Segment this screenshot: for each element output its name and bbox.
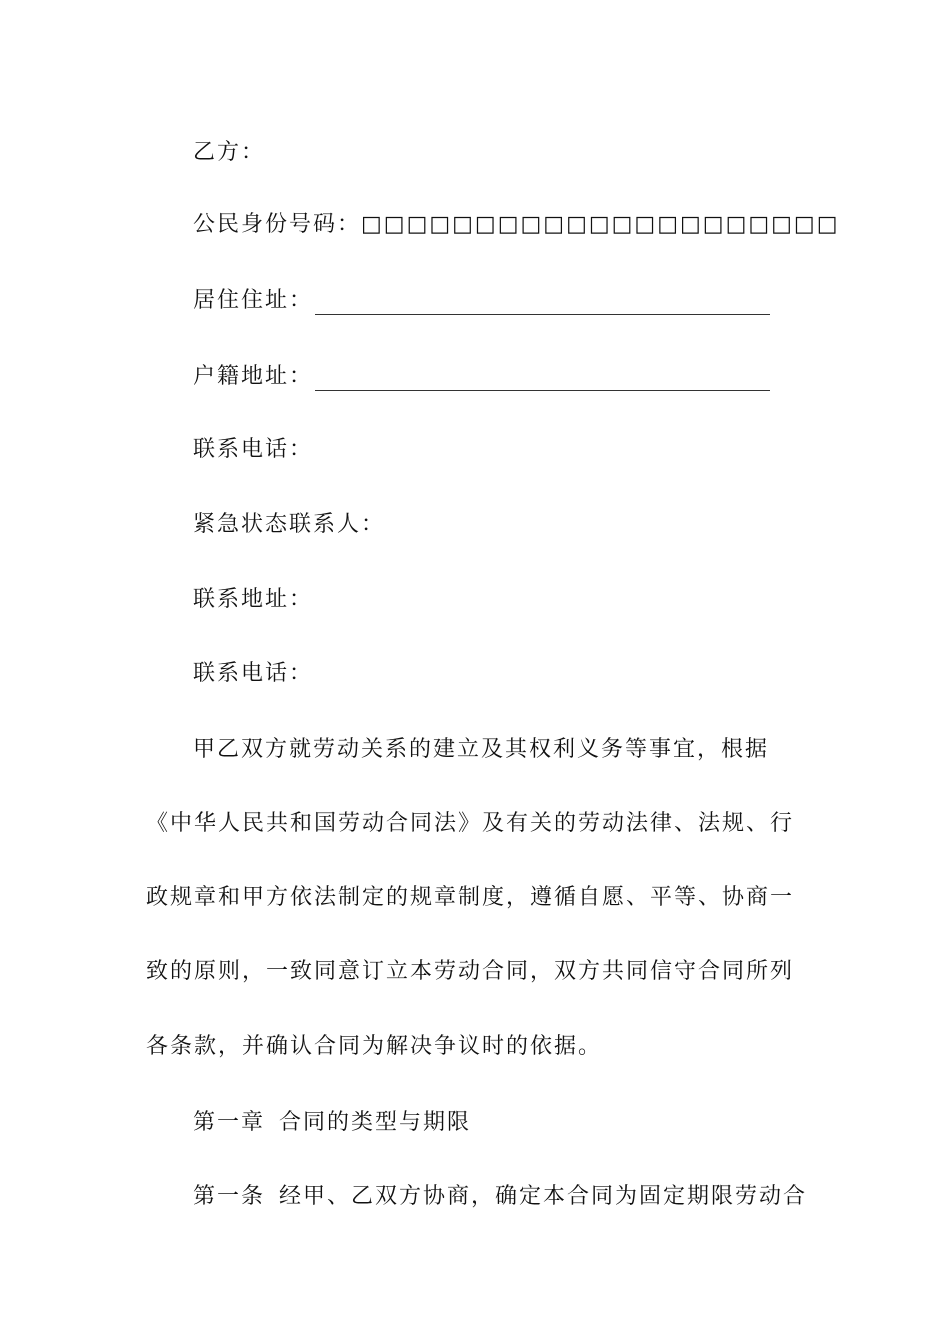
chapter-title: 合同的类型与期限 xyxy=(279,1110,472,1135)
id-number-text: 公民身份号码：□□□□□□□□□□□□□□□□□□□□□ xyxy=(193,212,840,237)
household-line xyxy=(193,363,770,391)
phone-label-1: 联系电话： xyxy=(193,437,314,462)
contact-address-line xyxy=(193,586,313,614)
paragraph-text-2: 《中华人民共和国劳动合同法》及有关的劳动法律、法规、行 xyxy=(146,811,795,836)
phone-line-2 xyxy=(193,660,313,688)
paragraph-line-1 xyxy=(193,736,769,764)
paragraph-line-5 xyxy=(146,1033,602,1061)
paragraph-text-3: 政规章和甲方依法制定的规章制度，遵循自愿、平等、协商一 xyxy=(146,885,795,910)
paragraph-line-4 xyxy=(146,958,794,986)
household-label: 户籍地址： xyxy=(193,364,314,389)
paragraph-line-2 xyxy=(146,810,794,838)
phone-label-2: 联系电话： xyxy=(193,661,314,686)
paragraph-line-3 xyxy=(146,884,794,912)
residence-blank xyxy=(315,296,770,315)
household-blank xyxy=(315,372,770,391)
article-line-1 xyxy=(193,1183,807,1211)
chapter-number: 第一章 xyxy=(193,1110,266,1135)
residence-label: 居住住址： xyxy=(193,288,314,313)
phone-line-1 xyxy=(193,436,313,464)
contact-address-label: 联系地址： xyxy=(193,587,314,612)
article-text: 经甲、乙双方协商，确定本合同为固定期限劳动合 xyxy=(279,1184,808,1209)
emergency-contact-line xyxy=(193,511,385,539)
party-b-label xyxy=(193,139,265,167)
emergency-contact-label: 紧急状态联系人： xyxy=(193,512,386,537)
residence-line xyxy=(193,287,770,315)
id-number-line xyxy=(193,211,840,239)
paragraph-text-4: 致的原则，一致同意订立本劳动合同，双方共同信守合同所列 xyxy=(146,959,795,984)
article-number: 第一条 xyxy=(193,1184,266,1209)
paragraph-text-1: 甲乙双方就劳动关系的建立及其权利义务等事宜，根据 xyxy=(193,737,770,762)
chapter-heading xyxy=(193,1109,471,1137)
party-b-text: 乙方： xyxy=(193,140,266,165)
paragraph-text-5: 各条款，并确认合同为解决争议时的依据。 xyxy=(146,1034,603,1059)
